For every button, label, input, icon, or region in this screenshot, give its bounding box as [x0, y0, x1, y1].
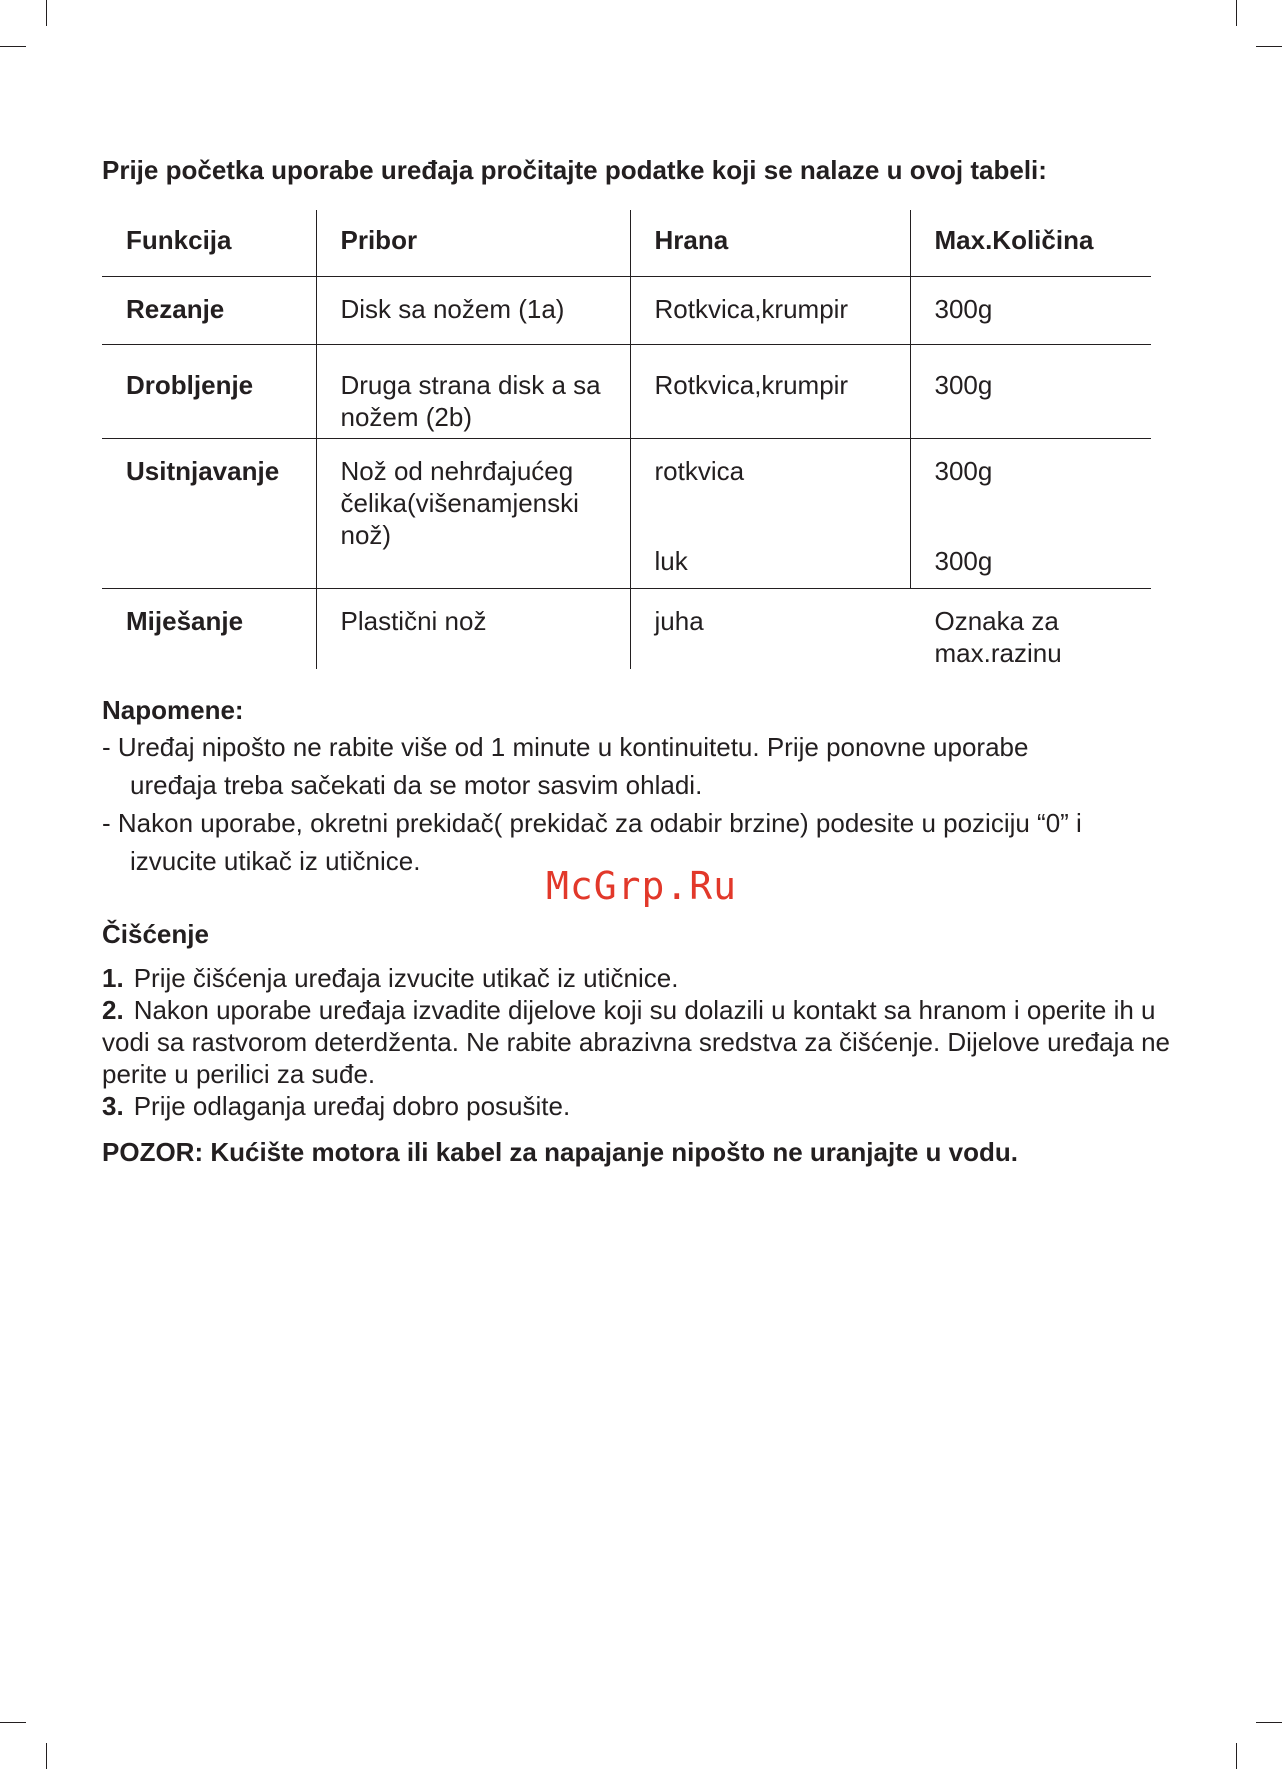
- quantity-item: 300g: [934, 546, 993, 576]
- list-item: [102, 1090, 1172, 1122]
- cell-function: Usitnjavanje: [102, 439, 316, 589]
- table-header-row: [102, 210, 1151, 277]
- crop-mark: [1236, 0, 1237, 26]
- cell-quantity: 300g: [910, 345, 1151, 439]
- cell-accessory: Druga strana disk a sa nožem (2b): [316, 345, 630, 439]
- cell-accessory: Plastični nož: [316, 589, 630, 670]
- cleaning-section: [102, 916, 1172, 1170]
- crop-mark: [1256, 1722, 1282, 1723]
- intro-text: Prije početka uporabe uređaja pročitajte podatke koji se nalaze u ovoj tabeli:: [102, 155, 1047, 185]
- note-line: - Uređaj nipošto ne rabite više od 1 minute u kontinuitetu. Prije ponovne uporabe: [102, 732, 1029, 762]
- step-number: 1.: [102, 963, 124, 993]
- step-text: Nakon uporabe uređaja izvadite dijelove koji su dolazili u kontakt sa hranom i operite ih u vodi sa rastvorom deterdženta. Ne rabite abrazivna sredstva za čišćenje. Dijelove uređaja ne perite u perilici za suđe.: [102, 995, 1170, 1089]
- cleaning-steps: [102, 962, 1172, 1122]
- crop-mark: [1256, 46, 1282, 47]
- cell-quantity: [910, 439, 1151, 589]
- crop-mark: [0, 1722, 26, 1723]
- cell-function: Rezanje: [102, 277, 316, 345]
- list-item: [102, 962, 1172, 994]
- crop-mark: [46, 0, 47, 26]
- watermark: McGrp.Ru: [546, 864, 738, 908]
- step-text: Prije odlaganja uređaj dobro posušite.: [133, 1091, 571, 1121]
- table-row: [102, 345, 1151, 439]
- table-row: [102, 439, 1151, 589]
- cell-food: [630, 439, 910, 589]
- step-number: 3.: [102, 1091, 124, 1121]
- header-food: Hrana: [630, 210, 910, 277]
- table-row: [102, 589, 1151, 670]
- header-quantity: Max.Količina: [910, 210, 1151, 277]
- food-item: luk: [654, 546, 688, 576]
- note-item: [102, 728, 1172, 804]
- table-row: [102, 277, 1151, 345]
- cell-quantity: Oznaka za max.razinu: [934, 606, 1062, 668]
- warning-text: POZOR: Kućište motora ili kabel za napajanje nipošto ne uranjajte u vodu.: [102, 1137, 1018, 1167]
- note-line: izvucite utikač iz utičnice.: [130, 846, 421, 876]
- crop-mark: [46, 1743, 47, 1769]
- note-line: uređaja treba sačekati da se motor sasvim ohladi.: [130, 770, 703, 800]
- note-line: - Nakon uporabe, okretni prekidač( prekidač za odabir brzine) podesite u poziciju “0” i: [102, 808, 1082, 838]
- step-number: 2.: [102, 995, 124, 1025]
- cell-function: Drobljenje: [102, 345, 316, 439]
- cell-accessory: Disk sa nožem (1a): [316, 277, 630, 345]
- food-item: rotkvica: [654, 456, 745, 486]
- notes-title: Napomene:: [102, 695, 244, 725]
- cell-accessory: Nož od nehrđajućeg čelika(višenamjenski nož): [316, 439, 630, 589]
- crop-mark: [0, 46, 26, 47]
- cleaning-title: Čišćenje: [102, 919, 209, 949]
- list-item: [102, 994, 1172, 1090]
- page-content: [102, 150, 1172, 1167]
- cell-food: Rotkvica,krumpir: [630, 345, 910, 439]
- quantity-item: 300g: [934, 456, 993, 486]
- header-function: Funkcija: [102, 210, 316, 277]
- cell-function: Miješanje: [126, 606, 244, 636]
- cell-food: Rotkvica,krumpir: [630, 277, 910, 345]
- header-accessory: Pribor: [316, 210, 630, 277]
- step-text: Prije čišćenja uređaja izvucite utikač iz utičnice.: [133, 963, 679, 993]
- cell-food: juha: [630, 589, 910, 670]
- notes-section: [102, 692, 1172, 880]
- function-table: [102, 210, 1151, 669]
- cell-quantity: 300g: [910, 277, 1151, 345]
- crop-mark: [1236, 1743, 1237, 1769]
